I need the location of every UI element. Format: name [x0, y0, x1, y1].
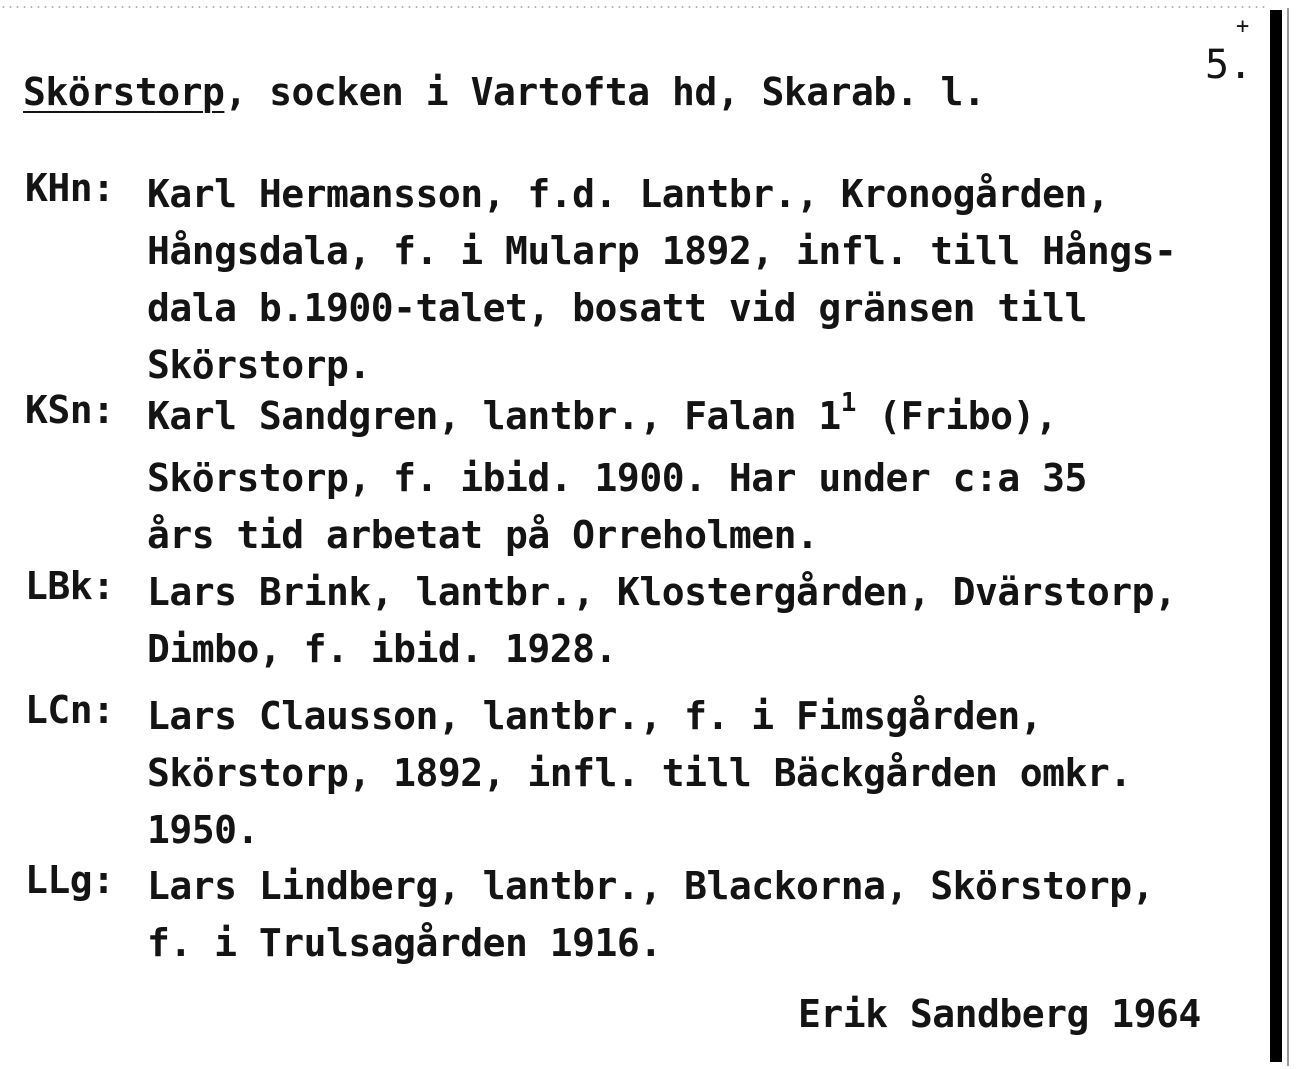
entry-line: f. i Trulsagården 1916. — [147, 921, 662, 965]
card-heading — [23, 70, 985, 114]
page-mark: + — [1236, 14, 1249, 39]
heading-rest: , socken i Vartofta hd, Skarab. l. — [224, 70, 986, 114]
informant-code: KSn: — [25, 388, 115, 432]
right-border-edge — [1287, 8, 1289, 1066]
entry-line-start: Karl Sandgren, lantbr., Falan 1 — [147, 394, 841, 438]
signature: Erik Sandberg 1964 — [798, 992, 1201, 1036]
superscript: 1 — [840, 388, 856, 418]
right-border-rule — [1270, 10, 1282, 1062]
informant-text — [147, 166, 1176, 394]
informant-code: LBk: — [25, 564, 115, 608]
informant-text — [147, 858, 1154, 972]
informant-code: KHn: — [25, 166, 115, 210]
entry-line: 1950. — [147, 808, 259, 852]
informant-text — [147, 388, 1087, 564]
page-number: 5. — [1205, 42, 1253, 88]
entry-line — [147, 388, 1087, 450]
heading-place: Skörstorp — [23, 70, 225, 114]
entry-line: dala b.1900-talet, bosatt vid gränsen till — [147, 286, 1087, 330]
entry-line: Lars Brink, lantbr., Klostergården, Dvärstorp, — [147, 570, 1177, 614]
entry-line: Dimbo, f. ibid. 1928. — [147, 627, 617, 671]
entry-line: Lars Lindberg, lantbr., Blackorna, Skörstorp, — [147, 864, 1155, 908]
informant-code: LCn: — [25, 688, 115, 732]
entry-line-end: (Fribo), — [855, 394, 1058, 438]
entry-line: Skörstorp. — [147, 343, 371, 387]
entry-line: Karl Hermansson, f.d. Lantbr., Kronogården, — [147, 172, 1110, 216]
informant-text — [147, 564, 1176, 678]
informant-code: LLg: — [25, 858, 115, 902]
informant-text — [147, 688, 1132, 859]
entry-line: Skörstorp, 1892, infl. till Bäckgården omkr. — [147, 751, 1132, 795]
entry-line: Hångsdala, f. i Mularp 1892, infl. till Hångs- — [147, 229, 1177, 273]
entry-line: Skörstorp, f. ibid. 1900. Har under c:a 35 — [147, 456, 1087, 500]
entry-line: Lars Clausson, lantbr., f. i Fimsgården, — [147, 694, 1043, 738]
top-edge-dots — [0, 6, 1265, 8]
entry-line: års tid arbetat på Orreholmen. — [147, 513, 819, 557]
